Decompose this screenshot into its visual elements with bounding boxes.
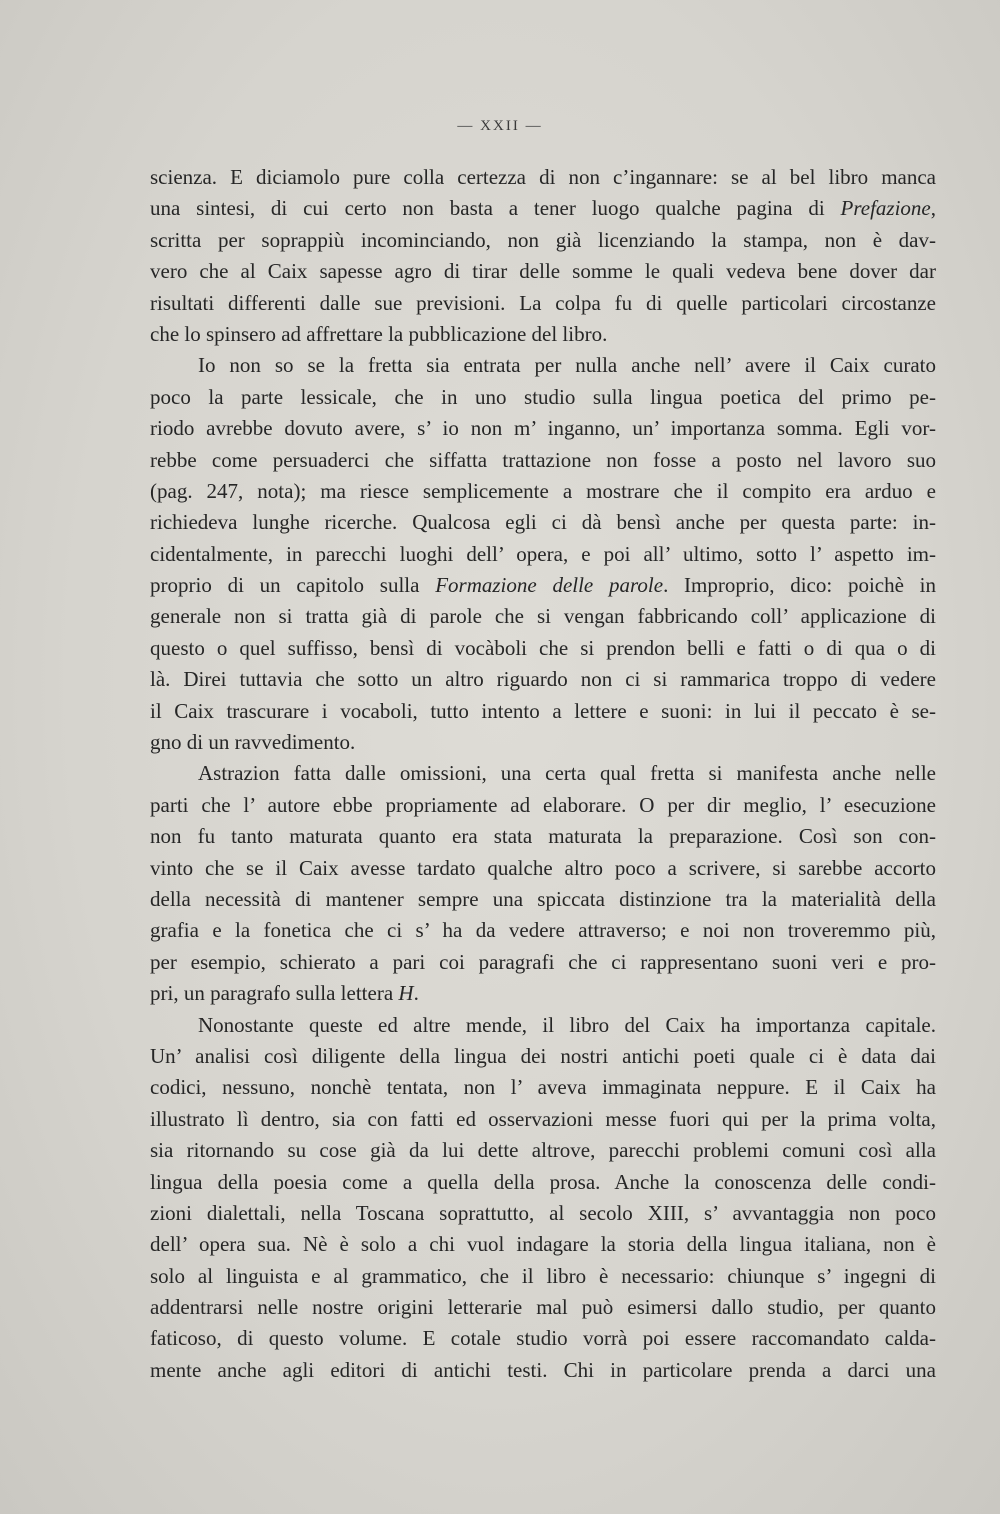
text-line — [150, 853, 936, 884]
text-segment: codici, nessuno, nonchè tentata, non l’ aveva immaginata neppure. E il Caix ha — [150, 1075, 936, 1100]
text-segment: una sintesi, di cui certo non basta a tener luogo qualche pagina di — [150, 196, 841, 221]
text-segment: grafia e la fonetica che ci s’ ha da vedere attraverso; e noi non troveremmo più, — [150, 918, 936, 943]
text-line — [150, 1010, 936, 1041]
text-line — [150, 947, 936, 978]
text-segment: cidentalmente, in parecchi luoghi dell’ opera, e poi all’ ultimo, sotto l’ aspetto im- — [150, 541, 936, 566]
text-segment: gno di un ravvedimento. — [150, 730, 356, 755]
text-segment: scienza. E diciamolo pure colla certezza di non c’ingannare: se al bel libro manca — [150, 165, 936, 189]
text-line — [150, 1167, 936, 1198]
text-segment: zioni dialettali, nella Toscana soprattutto, al secolo XIII, s’ avvantaggia non poco — [150, 1200, 936, 1225]
text-line — [150, 256, 936, 287]
text-line — [150, 225, 936, 256]
text-line — [150, 1072, 936, 1103]
paragraph — [150, 1010, 936, 1387]
text-segment: Astrazion fatta dalle omissioni, una certa qual fretta si manifesta anche nelle — [198, 761, 936, 786]
text-line — [150, 978, 936, 1009]
text-segment: Un’ analisi così diligente della lingua dei nostri antichi poeti quale ci è data dai — [150, 1043, 936, 1068]
italic-text: H — [398, 981, 414, 1006]
text-segment: risultati differenti dalle sue previsioni. La colpa fu di quelle particolari circostanze — [150, 290, 936, 315]
text-segment: mente anche agli editori di antichi testi. Chi in particolare prenda a darci una — [150, 1357, 936, 1382]
text-line — [150, 193, 936, 224]
text-segment: pri, un paragrafo sulla lettera — [150, 981, 399, 1006]
page-number: — XXII — — [457, 118, 543, 134]
text-line — [150, 915, 936, 946]
text-segment: per esempio, schierato a pari coi paragrafi che ci rappresentano suoni veri e pro- — [150, 949, 936, 974]
text-line — [150, 884, 936, 915]
text-segment: generale non si tratta già di parole che si vengan fabbricando coll’ applicazione di — [150, 604, 936, 629]
text-segment: proprio di un capitolo sulla — [150, 573, 436, 598]
text-segment: scritta per soprappiù incominciando, non già licenziando la stampa, non è dav- — [150, 227, 936, 252]
text-segment: poco la parte lessicale, che in uno studio sulla lingua poetica del primo pe- — [150, 384, 936, 409]
text-segment: , — [930, 196, 936, 221]
italic-text: Prefazione — [840, 196, 931, 221]
text-segment: vero che al Caix sapesse agro di tirar delle somme le quali vedeva bene dover dar — [150, 259, 936, 284]
text-line — [150, 539, 936, 570]
body-text — [150, 162, 936, 1386]
text-segment: della necessità di mantener sempre una spiccata distinzione tra la materialità della — [150, 886, 936, 911]
text-segment: dell’ opera sua. Nè è solo a chi vuol indagare la storia della lingua italiana, non è — [150, 1232, 936, 1257]
text-segment: vinto che se il Caix avesse tardato qualche altro poco a scrivere, si sarebbe accorto — [150, 855, 936, 880]
text-segment: solo al linguista e al grammatico, che il libro è necessario: chiunque s’ ingegni di — [150, 1263, 936, 1288]
text-line — [150, 288, 936, 319]
text-line — [150, 758, 936, 789]
text-segment: sia ritornando su cose già da lui dette altrove, parecchi problemi comuni così alla — [150, 1138, 936, 1163]
text-line — [150, 350, 936, 381]
text-segment: richiedeva lunghe ricerche. Qualcosa egli ci dà bensì anche per questa parte: in- — [150, 510, 936, 535]
text-line — [150, 476, 936, 507]
paragraph — [150, 162, 936, 350]
text-line — [150, 507, 936, 538]
text-segment: (pag. 247, nota); ma riesce semplicemente a mostrare che il compito era arduo e — [150, 478, 936, 503]
text-segment: rebbe come persuaderci che siffatta trattazione non fosse a posto nel lavoro suo — [150, 447, 936, 472]
text-line — [150, 821, 936, 852]
text-line — [150, 1135, 936, 1166]
text-segment: Nonostante queste ed altre mende, il libro del Caix ha importanza capitale. — [198, 1012, 936, 1037]
text-line — [150, 382, 936, 413]
text-segment: là. Direi tuttavia che sotto un altro riguardo non ci si rammarica troppo di vedere — [150, 667, 936, 692]
text-line — [150, 1323, 936, 1354]
italic-text: Formazione delle parole — [435, 573, 664, 598]
text-line — [150, 1104, 936, 1135]
text-segment: Io non so se la fretta sia entrata per nulla anche nell’ avere il Caix curato — [198, 353, 936, 378]
text-line — [150, 633, 936, 664]
text-line — [150, 664, 936, 695]
text-segment: . — [413, 981, 419, 1006]
text-segment: illustrato lì dentro, sia con fatti ed osservazioni messe fuori qui per la prima volta, — [150, 1106, 936, 1131]
text-line — [150, 696, 936, 727]
text-line — [150, 727, 936, 758]
text-line — [150, 1261, 936, 1292]
text-segment: che lo spinsero ad affrettare la pubblicazione del libro. — [150, 321, 608, 346]
text-line — [150, 601, 936, 632]
text-segment: non fu tanto maturata quanto era stata maturata la preparazione. Così son con- — [150, 824, 936, 849]
text-segment: lingua della poesia come a quella della prosa. Anche la conoscenza delle condi- — [150, 1169, 936, 1194]
text-segment: faticoso, di questo volume. E cotale studio vorrà poi essere raccomandato calda- — [150, 1326, 936, 1351]
text-segment: riodo avrebbe dovuto avere, s’ io non m’ inganno, un’ importanza somma. Egli vor- — [150, 416, 936, 441]
text-line — [150, 570, 936, 601]
text-line — [150, 790, 936, 821]
text-line — [150, 1229, 936, 1260]
text-segment: il Caix trascurare i vocaboli, tutto intento a lettere e suoni: in lui il peccato è se- — [150, 698, 936, 723]
text-line — [150, 1355, 936, 1386]
paragraph — [150, 350, 936, 758]
text-line — [150, 1292, 936, 1323]
paragraph — [150, 758, 936, 1009]
text-line — [150, 413, 936, 444]
text-segment: questo o quel suffisso, bensì di vocàboli che si prendon belli e fatti o di qua o di — [150, 635, 936, 660]
text-line — [150, 1041, 936, 1072]
text-line — [150, 162, 936, 193]
text-line — [150, 319, 936, 350]
text-line — [150, 1198, 936, 1229]
text-segment: . Improprio, dico: poichè in — [663, 573, 936, 598]
text-line — [150, 445, 936, 476]
text-segment: parti che l’ autore ebbe propriamente ad elaborare. O per dir meglio, l’ esecuzione — [150, 792, 936, 817]
text-segment: addentrarsi nelle nostre origini letterarie mal può esimersi dallo studio, per quanto — [150, 1295, 936, 1320]
